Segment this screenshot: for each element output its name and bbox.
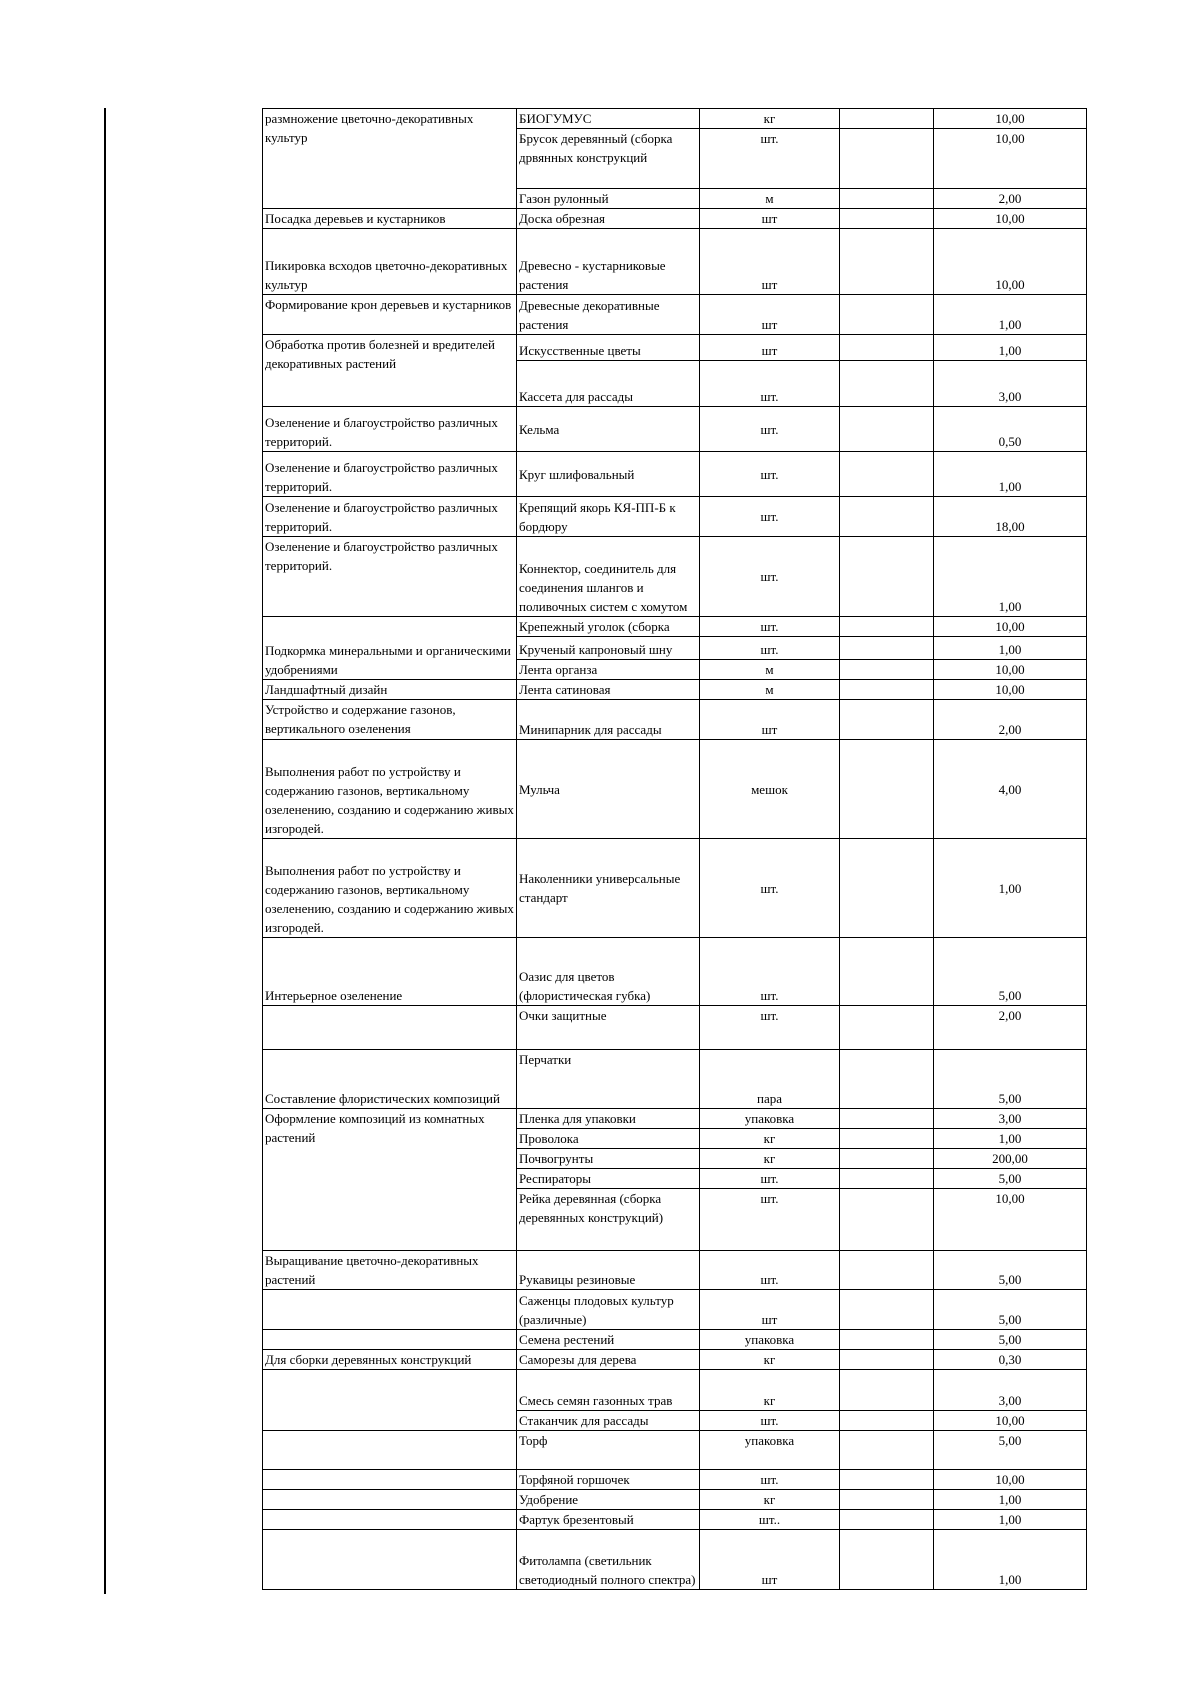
item-cell: Газон рулонный: [517, 189, 700, 209]
table-row: [263, 537, 1087, 617]
activity-cell: Озеленение и благоустройство различных территорий.: [263, 452, 517, 497]
empty-cell: [840, 1411, 934, 1431]
item-cell: Перчатки: [517, 1050, 700, 1109]
table-row: [263, 497, 1087, 537]
qty-cell: 1,00: [934, 452, 1087, 497]
qty-cell: 2,00: [934, 1006, 1087, 1050]
table-row: [263, 839, 1087, 938]
qty-cell: 10,00: [934, 109, 1087, 129]
item-cell: Искусственные цветы: [517, 335, 700, 361]
qty-cell: 1,00: [934, 295, 1087, 335]
item-cell: Лента органза: [517, 660, 700, 680]
qty-cell: 1,00: [934, 637, 1087, 660]
qty-cell: 5,00: [934, 1330, 1087, 1350]
item-cell: Рейка деревянная (сборка деревянных конструкций): [517, 1189, 700, 1251]
item-cell: Респираторы: [517, 1169, 700, 1189]
table-row: [263, 1530, 1087, 1590]
activity-cell: Подкормка минеральными и органическими удобрениями: [263, 617, 517, 680]
table-row: [263, 1431, 1087, 1470]
activity-cell: Ландшафтный дизайн: [263, 680, 517, 700]
table-row: [263, 1251, 1087, 1290]
item-cell: Стаканчик для рассады: [517, 1411, 700, 1431]
item-cell: Пленка для упаковки: [517, 1109, 700, 1129]
empty-cell: [840, 1251, 934, 1290]
activity-cell: Для сборки деревянных конструкций: [263, 1350, 517, 1370]
qty-cell: 10,00: [934, 660, 1087, 680]
empty-cell: [840, 617, 934, 637]
unit-cell: шт: [700, 700, 840, 740]
item-cell: Оазис для цветов (флористическая губка): [517, 938, 700, 1006]
qty-cell: 10,00: [934, 1411, 1087, 1431]
item-cell: Фартук брезентовый: [517, 1510, 700, 1530]
activity-cell: размножение цветочно-декоративных культур: [263, 109, 517, 209]
unit-cell: м: [700, 660, 840, 680]
empty-cell: [840, 660, 934, 680]
item-cell: Проволока: [517, 1129, 700, 1149]
activity-cell: [263, 1006, 517, 1050]
empty-cell: [840, 497, 934, 537]
activity-cell: [263, 1370, 517, 1431]
table-row: [263, 700, 1087, 740]
item-cell: Почвогрунты: [517, 1149, 700, 1169]
table-row: [263, 1050, 1087, 1109]
table-row: [263, 1006, 1087, 1050]
qty-cell: 1,00: [934, 1530, 1087, 1590]
qty-cell: 2,00: [934, 700, 1087, 740]
item-cell: Брусок деревянный (сборка дрвянных конструкций: [517, 129, 700, 189]
unit-cell: м: [700, 680, 840, 700]
unit-cell: шт.: [700, 129, 840, 189]
qty-cell: 1,00: [934, 1129, 1087, 1149]
table-row: [263, 229, 1087, 295]
empty-cell: [840, 700, 934, 740]
qty-cell: 10,00: [934, 129, 1087, 189]
qty-cell: 200,00: [934, 1149, 1087, 1169]
activity-cell: [263, 1330, 517, 1350]
qty-cell: 3,00: [934, 361, 1087, 407]
unit-cell: кг: [700, 1370, 840, 1411]
qty-cell: 1,00: [934, 1510, 1087, 1530]
table-row: [263, 938, 1087, 1006]
empty-cell: [840, 1050, 934, 1109]
unit-cell: кг: [700, 1350, 840, 1370]
item-cell: Круг шлифовальный: [517, 452, 700, 497]
unit-cell: шт.: [700, 1251, 840, 1290]
activity-cell: Выполнения работ по устройству и содержанию газонов, вертикальному озеленению, созданию и содержанию живых изгородей.: [263, 740, 517, 839]
unit-cell: шт.: [700, 407, 840, 452]
qty-cell: 5,00: [934, 1251, 1087, 1290]
empty-cell: [840, 1431, 934, 1470]
activity-cell: Выращивание цветочно-декоративных растений: [263, 1251, 517, 1290]
item-cell: Торф: [517, 1431, 700, 1470]
empty-cell: [840, 1530, 934, 1590]
empty-cell: [840, 189, 934, 209]
activity-cell: Обработка против болезней и вредителей декоративных растений: [263, 335, 517, 407]
unit-cell: шт: [700, 335, 840, 361]
item-cell: Торфяной горшочек: [517, 1470, 700, 1490]
empty-cell: [840, 1290, 934, 1330]
qty-cell: 5,00: [934, 1290, 1087, 1330]
unit-cell: шт.: [700, 1169, 840, 1189]
qty-cell: 5,00: [934, 1169, 1087, 1189]
activity-cell: [263, 1530, 517, 1590]
unit-cell: пара: [700, 1050, 840, 1109]
empty-cell: [840, 680, 934, 700]
table-row: [263, 1490, 1087, 1510]
activity-cell: [263, 1510, 517, 1530]
unit-cell: м: [700, 189, 840, 209]
table-row: [263, 407, 1087, 452]
item-cell: Наколенники универсальные стандарт: [517, 839, 700, 938]
table-row: [263, 1330, 1087, 1350]
left-margin-line: [104, 108, 106, 1594]
empty-cell: [840, 1109, 934, 1129]
unit-cell: шт.: [700, 1189, 840, 1251]
item-cell: Коннектор, соединитель для соединения шлангов и поливочных систем с хомутом: [517, 537, 700, 617]
item-cell: Фитолампа (светильник светодиодный полного спектра): [517, 1530, 700, 1590]
unit-cell: кг: [700, 1129, 840, 1149]
empty-cell: [840, 1370, 934, 1411]
unit-cell: шт.: [700, 537, 840, 617]
activity-cell: Посадка деревьев и кустарников: [263, 209, 517, 229]
item-cell: Мульча: [517, 740, 700, 839]
activity-cell: Составление флористических композиций: [263, 1050, 517, 1109]
unit-cell: шт: [700, 229, 840, 295]
empty-cell: [840, 1006, 934, 1050]
empty-cell: [840, 1129, 934, 1149]
empty-cell: [840, 229, 934, 295]
qty-cell: 1,00: [934, 1490, 1087, 1510]
empty-cell: [840, 637, 934, 660]
table-row: [263, 1290, 1087, 1330]
empty-cell: [840, 361, 934, 407]
item-cell: Кассета для рассады: [517, 361, 700, 407]
activity-cell: Формирование крон деревьев и кустарников: [263, 295, 517, 335]
qty-cell: 18,00: [934, 497, 1087, 537]
empty-cell: [840, 740, 934, 839]
unit-cell: шт.: [700, 617, 840, 637]
table-row: [263, 1350, 1087, 1370]
item-cell: Смесь семян газонных трав: [517, 1370, 700, 1411]
empty-cell: [840, 295, 934, 335]
item-cell: Рукавицы резиновые: [517, 1251, 700, 1290]
unit-cell: кг: [700, 109, 840, 129]
item-cell: Лента сатиновая: [517, 680, 700, 700]
table-row: [263, 452, 1087, 497]
empty-cell: [840, 1510, 934, 1530]
qty-cell: 0,50: [934, 407, 1087, 452]
qty-cell: 10,00: [934, 229, 1087, 295]
qty-cell: 1,00: [934, 335, 1087, 361]
qty-cell: 10,00: [934, 680, 1087, 700]
qty-cell: 1,00: [934, 839, 1087, 938]
qty-cell: 10,00: [934, 209, 1087, 229]
item-cell: Крепящий якорь КЯ-ПП-Б к бордюру: [517, 497, 700, 537]
empty-cell: [840, 1470, 934, 1490]
qty-cell: 2,00: [934, 189, 1087, 209]
unit-cell: шт: [700, 295, 840, 335]
activity-cell: Озеленение и благоустройство различных территорий.: [263, 407, 517, 452]
item-cell: Удобрение: [517, 1490, 700, 1510]
unit-cell: шт.: [700, 1411, 840, 1431]
item-cell: Крученый капроновый шну: [517, 637, 700, 660]
table-row: [263, 209, 1087, 229]
unit-cell: упаковка: [700, 1431, 840, 1470]
activity-cell: Озеленение и благоустройство различных территорий.: [263, 497, 517, 537]
item-cell: Доска обрезная: [517, 209, 700, 229]
unit-cell: шт.: [700, 361, 840, 407]
item-cell: Саморезы для дерева: [517, 1350, 700, 1370]
table-row: [263, 1510, 1087, 1530]
unit-cell: шт.: [700, 1006, 840, 1050]
qty-cell: 5,00: [934, 1050, 1087, 1109]
table-row: [263, 1109, 1087, 1129]
unit-cell: шт.: [700, 497, 840, 537]
empty-cell: [840, 452, 934, 497]
unit-cell: шт.: [700, 452, 840, 497]
activity-cell: Оформление композиций из комнатных растений: [263, 1109, 517, 1251]
qty-cell: 10,00: [934, 617, 1087, 637]
unit-cell: кг: [700, 1490, 840, 1510]
empty-cell: [840, 407, 934, 452]
table-row: [263, 335, 1087, 361]
qty-cell: 5,00: [934, 1431, 1087, 1470]
table-row: [263, 680, 1087, 700]
empty-cell: [840, 1490, 934, 1510]
activity-cell: Интерьерное озеленение: [263, 938, 517, 1006]
empty-cell: [840, 335, 934, 361]
item-cell: Древесные декоративные растения: [517, 295, 700, 335]
activity-cell: [263, 1431, 517, 1470]
qty-cell: 0,30: [934, 1350, 1087, 1370]
qty-cell: 4,00: [934, 740, 1087, 839]
item-cell: Крепежный уголок (сборка: [517, 617, 700, 637]
unit-cell: кг: [700, 1149, 840, 1169]
qty-cell: 1,00: [934, 537, 1087, 617]
unit-cell: мешок: [700, 740, 840, 839]
activity-cell: [263, 1290, 517, 1330]
item-cell: Кельма: [517, 407, 700, 452]
empty-cell: [840, 1149, 934, 1169]
empty-cell: [840, 1189, 934, 1251]
item-cell: Саженцы плодовых культур (различные): [517, 1290, 700, 1330]
item-cell: Минипарник для рассады: [517, 700, 700, 740]
empty-cell: [840, 839, 934, 938]
empty-cell: [840, 209, 934, 229]
unit-cell: шт.: [700, 637, 840, 660]
unit-cell: шт: [700, 1530, 840, 1590]
unit-cell: упаковка: [700, 1109, 840, 1129]
qty-cell: 10,00: [934, 1470, 1087, 1490]
empty-cell: [840, 129, 934, 189]
item-cell: Семена рестений: [517, 1330, 700, 1350]
unit-cell: шт.: [700, 938, 840, 1006]
empty-cell: [840, 109, 934, 129]
unit-cell: шт: [700, 1290, 840, 1330]
unit-cell: шт.: [700, 1470, 840, 1490]
activity-cell: Озеленение и благоустройство различных территорий.: [263, 537, 517, 617]
item-cell: Очки защитные: [517, 1006, 700, 1050]
activity-cell: [263, 1470, 517, 1490]
qty-cell: 10,00: [934, 1189, 1087, 1251]
qty-cell: 3,00: [934, 1109, 1087, 1129]
unit-cell: шт..: [700, 1510, 840, 1530]
activity-cell: Выполнения работ по устройству и содержанию газонов, вертикальному озеленению, созданию и содержанию живых изгородей.: [263, 839, 517, 938]
table-row: [263, 109, 1087, 129]
unit-cell: упаковка: [700, 1330, 840, 1350]
table-row: [263, 1370, 1087, 1411]
empty-cell: [840, 1350, 934, 1370]
empty-cell: [840, 1169, 934, 1189]
qty-cell: 3,00: [934, 1370, 1087, 1411]
table-row: [263, 740, 1087, 839]
unit-cell: шт.: [700, 839, 840, 938]
materials-table: [262, 108, 1087, 1590]
activity-cell: Устройство и содержание газонов, вертикального озеленения: [263, 700, 517, 740]
qty-cell: 5,00: [934, 938, 1087, 1006]
table-row: [263, 617, 1087, 637]
table-row: [263, 295, 1087, 335]
empty-cell: [840, 1330, 934, 1350]
item-cell: Древесно - кустарниковые растения: [517, 229, 700, 295]
item-cell: БИОГУМУС: [517, 109, 700, 129]
activity-cell: Пикировка всходов цветочно-декоративных культур: [263, 229, 517, 295]
empty-cell: [840, 537, 934, 617]
activity-cell: [263, 1490, 517, 1510]
empty-cell: [840, 938, 934, 1006]
table-row: [263, 1470, 1087, 1490]
unit-cell: шт: [700, 209, 840, 229]
